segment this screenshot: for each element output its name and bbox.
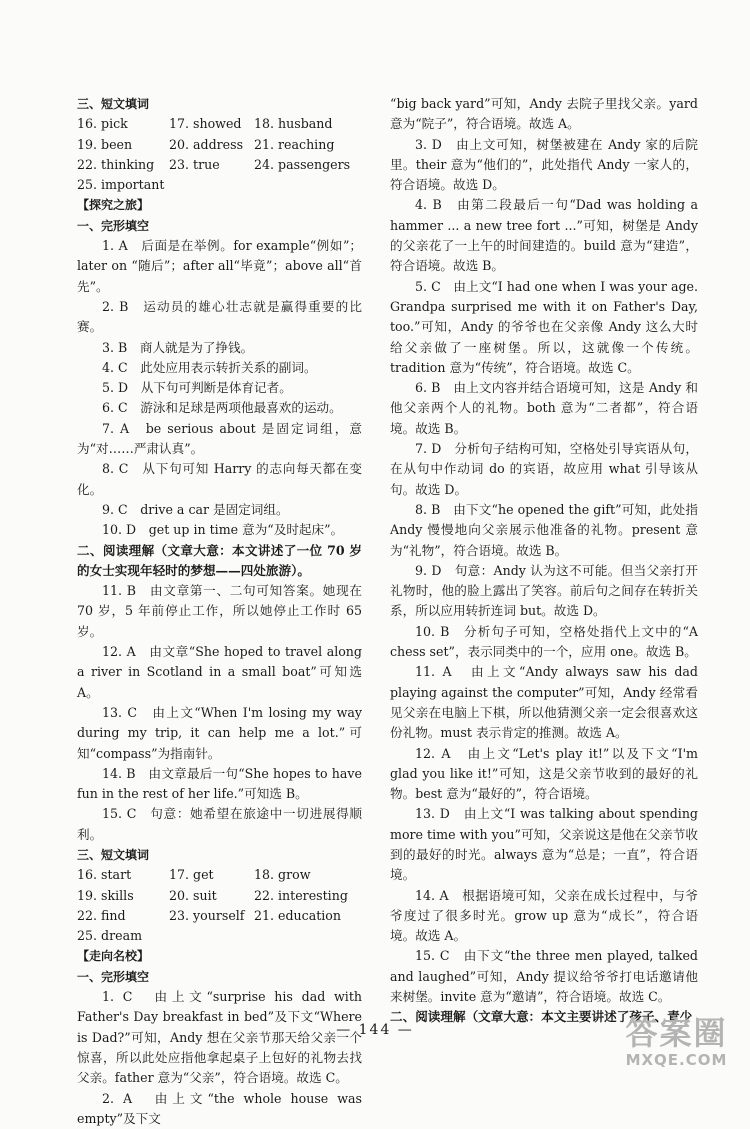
word-item: 20. address: [169, 136, 244, 152]
answer-item: 14. A 根据语境可知，父亲在成长过程中，与爷爷度过了很多时光。grow up 意为“成长”，符合语境。故选 A。: [390, 887, 698, 944]
answer-item: 11. A 由上文“Andy always saw his dad playing against the computer”可知，Andy 经常看见父亲在电脑上下棋，所以他猜测父亲一定会很喜欢这份礼物。must 表示肯定的推测。故选 A。: [390, 664, 698, 741]
answer-item: 8. B 由下文“he opened the gift”可知，此处指 Andy 慢慢地向父亲展示他准备的礼物。present 意为“礼物”，符合语境。故选 B。: [390, 501, 698, 558]
section-heading: 二、阅读理解（文章大意：本文主要讲述了孩子、青少: [390, 1009, 693, 1025]
word-item: 22. find: [77, 907, 126, 923]
right-column: [390, 94, 698, 1028]
answer-item: 8. C 从下句可知 Harry 的志向每天都在变化。: [77, 461, 362, 497]
answer-item: 15. C 由下文“the three men played, talked and laughed”可知，Andy 提议给爷爷打电话邀请他来树堡。invite 意为“邀请”，符合语境。故选 C。: [390, 948, 698, 1005]
section-heading: 三、短文填词: [77, 847, 150, 862]
word-item: 18. husband: [254, 116, 333, 132]
answer-item: 6. B 由上文内容并结合语境可知，这是 Andy 和他父亲两个人的礼物。both 意为“二者都”，符合语境。故选 B。: [390, 380, 698, 436]
word-item: 23. true: [169, 156, 220, 172]
answer-item: 10. B 分析句子可知，空格处指代上文中的“A chess set”，表示同类中的一个，应用 one。故选 B。: [390, 623, 698, 660]
answer-item: 1. C 由上文“surprise his dad with Father's Day breakfast in bed”及下文“Where is Dad?”可知，Andy 想在父亲节那天给父亲一个惊喜，所以此处应指他拿起桌子上包好的礼物去找父亲。father 意为“父亲”，符合语境。故选 C。: [77, 989, 362, 1086]
answer-item: 10. D get up in time 意为“及时起床”。: [102, 522, 344, 538]
answer-item: 4. C 此处应用表示转折关系的副词。: [102, 359, 317, 375]
word-item: 19. been: [77, 136, 133, 152]
answer-item: 5. D 从下句可判断是体育记者。: [102, 380, 292, 396]
word-list-2: [77, 865, 362, 946]
section-heading: 三、短文填词: [77, 97, 150, 111]
answer-item: 9. D 句意：Andy 认为这不可能。但当父亲打开礼物时，他的脸上露出了笑容。前后句之间存在转折关系，所以应用转折连词 but。故选 D。: [390, 562, 698, 619]
word-item: 25. important: [77, 177, 165, 193]
word-item: 22. thinking: [77, 156, 155, 172]
answer-continuation: “big back yard”可知，Andy 去院子里找父亲。yard 意为“院子”，符合语境。故选 A。: [390, 96, 698, 132]
word-item: 21. reaching: [254, 136, 335, 152]
section-heading: 【探究之旅】: [77, 198, 150, 213]
answer-item: 12. A 由上文“Let's play it!”以及下文“I'm glad you like it!”可知，这是父亲节收到的最好的礼物。best 意为“最好的”，符合语境。: [390, 745, 698, 802]
left-column: [77, 94, 362, 1129]
watermark-url: MXQE.COM: [625, 1051, 728, 1069]
section-heading: 一、完形填空: [77, 218, 150, 233]
answer-item: 2. A 由上文“the whole house was empty”及下文: [77, 1090, 362, 1126]
word-item: 18. grow: [254, 867, 311, 883]
word-item: 22. interesting: [254, 887, 348, 903]
section-heading: 一、完形填空: [77, 969, 150, 984]
word-list-1: [77, 114, 362, 195]
answer-item: 3. D 由上文可知，树堡被建在 Andy 家的后院里。their 意为“他们的”，此处指代 Andy 一家人的，符合语境。故选 D。: [390, 136, 698, 193]
word-item: 17. get: [169, 867, 214, 883]
watermark-logo: 答案圈: [625, 1014, 728, 1052]
answer-item: 4. B 由第二段最后一句“Dad was holding a hammer ... a new tree fort ...”可知，树堡是 Andy 的父亲花了一上午的时间建造的。build 意为“建造”，符合语境。故选 B。: [390, 197, 698, 274]
section-heading: 【走向名校】: [77, 949, 150, 964]
section-heading: 二、阅读理解（文章大意：本文讲述了一位 70 岁的女士实现年轻时的梦想——四处旅游）。: [77, 542, 362, 578]
watermark: [619, 1015, 734, 1075]
answer-item: 13. C 由上文“When I'm losing my way during my trip, it can help me a lot.”可知“compass”为指南针。: [77, 704, 362, 761]
answer-item: 1. A 后面是在举例。for example“例如”；later on “随后”；after all“毕竟”；above all“首先”。: [77, 238, 362, 294]
answer-item: 15. C 句意：她希望在旅途中一切进展得顺利。: [77, 806, 362, 842]
answer-item: 5. C 由上文“I had one when I was your age. Grandpa surprised me with it on Father's Day, too.”可知，Andy 的爷爷也在父亲像 Andy 这么大时给父亲做了一座树堡。所以，这就像一个传统。tradition 意为“传统”，符合语境。故选 C。: [390, 278, 698, 375]
word-item: 21. education: [254, 907, 342, 923]
answer-item: 12. A 由文章“She hoped to travel along a river in Scotland in a small boat”可知选 A。: [77, 644, 362, 700]
word-item: 19. skills: [77, 887, 134, 903]
word-item: 23. yourself: [169, 907, 245, 923]
answer-item: 9. C drive a car 是固定词组。: [102, 501, 289, 517]
answer-item: 7. A be serious about 是固定词组，意为“对……严肃认真”。: [77, 420, 362, 457]
word-item: 24. passengers: [254, 156, 351, 172]
answer-item: 6. C 游泳和足球是两项他最喜欢的运动。: [102, 400, 342, 416]
word-item: 17. showed: [169, 116, 242, 132]
answer-item: 7. D 分析句子结构可知，空格处引导宾语从句，在从句中作动词 do 的宾语，故应用 what 引导该从句。故选 D。: [390, 441, 698, 497]
answer-item: 2. B 运动员的雄心壮志就是赢得重要的比赛。: [77, 298, 362, 335]
answer-item: 11. B 由文章第一、二句可知答案。她现在 70 岁，5 年前停止工作，所以她停止工作时 65 岁。: [77, 583, 362, 639]
word-item: 25. dream: [77, 928, 143, 944]
word-item: 20. suit: [169, 887, 217, 903]
word-item: 16. pick: [77, 116, 128, 132]
answer-item: 3. B 商人就是为了挣钱。: [102, 339, 254, 355]
answer-item: 13. D 由上文“I was talking about spending more time with you”可知，父亲说这是他在父亲节收到的最好的时光。always 意为“总是；一直”，符合语境。: [390, 806, 698, 883]
answer-item: 14. B 由文章最后一句“She hopes to have fun in the rest of her life.”可知选 B。: [77, 765, 362, 802]
page-number: — 144 —: [336, 1022, 414, 1038]
word-item: 16. start: [77, 867, 132, 883]
